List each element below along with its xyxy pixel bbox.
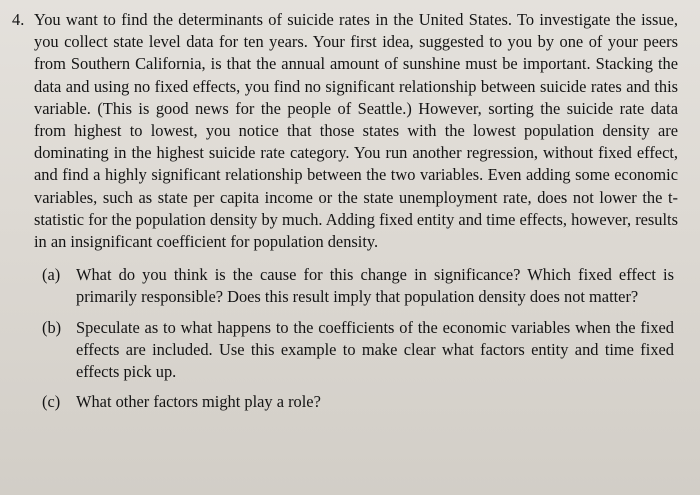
problem-4 <box>12 9 680 253</box>
sub-question-text: What other factors might play a role? <box>76 392 321 412</box>
problem-number: 4. <box>12 10 25 29</box>
sub-question-c <box>42 391 680 413</box>
sub-question-text: What do you think is the cause for this change in significance? Which fixed effect is primarily responsible? Does this result imply that population density does not matter? <box>76 265 674 307</box>
problem-text: You want to find the determinants of suicide rates in the United States. To investigate the issue, you collect state level data for ten years. Your first idea, suggested to you by one of your peers from Southern California, is that the annual amount of sunshine must be important. Stacking the data and using no fixed effects, you find no significant relationship between suicide rates and this variable. (This is good news for the people of Seattle.) However, sorting the suicide rate data from highest to lowest, you notice that those states with the lowest population density are dominating in the highest suicide rate category. You run another regression, without fixed effect, and find a highly significant relationship between the two variables. Even adding some economic variables, such as state per capita income or the state unemployment rate, does not lower the t-statistic for the population density by much. Adding fixed entity and time effects, however, results in an insignificant coefficient for population density. <box>34 10 678 252</box>
sub-question-a <box>42 264 680 308</box>
sub-question-text: Speculate as to what happens to the coefficients of the economic variables when the fixed effects are included. Use this example to make clear what factors entity and time fixed effects pick up. <box>76 317 674 382</box>
sub-questions <box>12 264 680 413</box>
sub-question-label: (b) <box>42 317 62 337</box>
sub-question-label: (c) <box>42 392 61 412</box>
sub-question-b <box>42 317 680 384</box>
sub-question-label: (a) <box>42 265 61 285</box>
